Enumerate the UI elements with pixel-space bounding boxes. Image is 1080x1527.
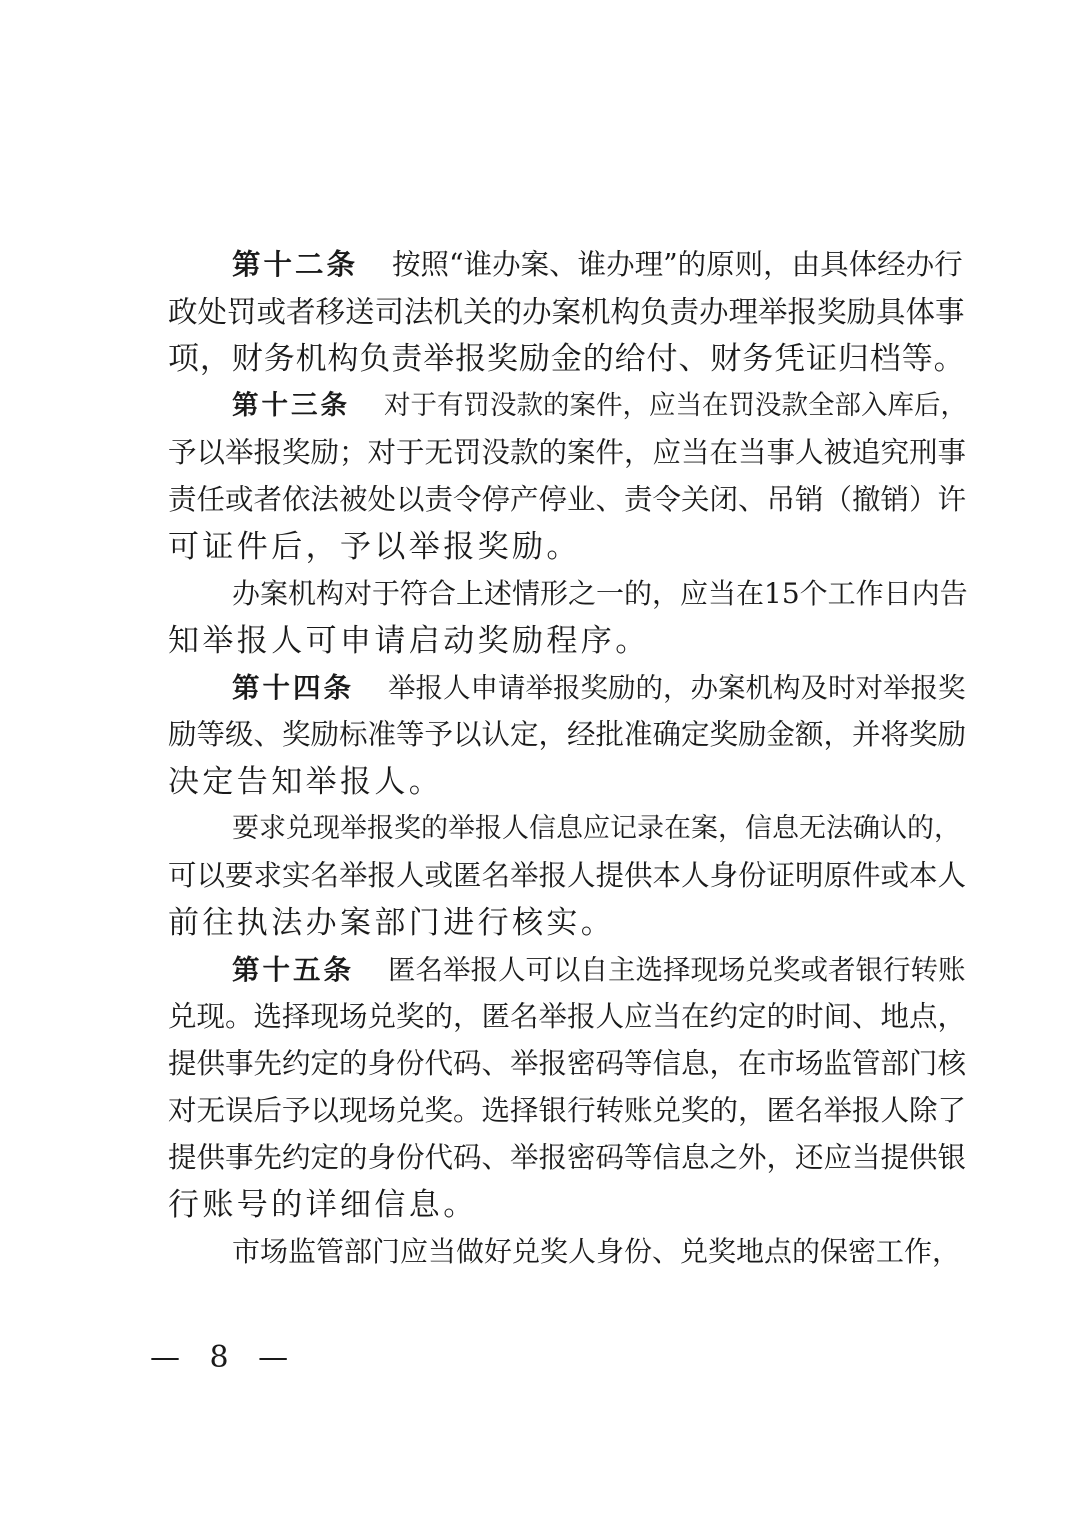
text-line <box>168 478 968 522</box>
text-line <box>168 384 968 428</box>
line-text: 办案机构对于符合上述情形之一的，应当在15个工作日内告 <box>232 577 968 610</box>
article-heading: 第十五条 <box>232 954 354 986</box>
line-text: 前往执法办案部门进行核实。 <box>168 905 616 941</box>
line-text: 提供事先约定的身份代码、举报密码等信息，在市场监管部门核 <box>168 1047 967 1080</box>
text-line <box>168 713 968 757</box>
text-line <box>168 901 968 945</box>
line-text: 可证件后，予以举报奖励。 <box>168 529 581 565</box>
text-line <box>168 619 968 663</box>
line-text: 对无误后予以现场兑奖。选择银行转账兑奖的，匿名举报人除了 <box>168 1094 967 1127</box>
article-heading: 第十三条 <box>232 390 350 421</box>
text-line <box>168 572 968 616</box>
line-text: 责任或者依法被处以责令停产停业、责令关闭、吊销（撤销）许 <box>168 483 967 516</box>
article-heading: 第十二条 <box>232 248 359 281</box>
text-line <box>168 1089 968 1133</box>
line-text: 项，财务机构负责举报奖励金的给付、财务凭证归档等。 <box>168 341 966 377</box>
text-line <box>168 290 968 334</box>
line-text: 励等级、奖励标准等予以认定，经批准确定奖励金额，并将奖励 <box>168 718 967 751</box>
text-line <box>168 525 968 569</box>
line-text: 行账号的详细信息。 <box>168 1187 478 1223</box>
text-line <box>168 995 968 1039</box>
line-text: 按照“谁办案、谁办理”的原则，由具体经办行 <box>392 248 963 281</box>
article-heading: 第十四条 <box>232 672 354 704</box>
line-text: 决定告知举报人。 <box>168 764 444 800</box>
text-line <box>168 243 968 287</box>
text-line <box>168 948 968 992</box>
line-text: 知举报人可申请启动奖励程序。 <box>168 623 650 659</box>
line-text: 举报人申请举报奖励的，办案机构及时对举报奖 <box>388 672 966 704</box>
line-text: 提供事先约定的身份代码、举报密码等信息之外，还应当提供银 <box>168 1141 967 1174</box>
text-line <box>168 1136 968 1180</box>
line-text: 要求兑现举报奖的举报人信息应记录在案，信息无法确认的， <box>232 813 961 844</box>
text-line <box>168 666 968 710</box>
text-line <box>168 337 968 381</box>
page-number: — 8 — <box>150 1340 299 1375</box>
line-text: 兑现。选择现场兑奖的，匿名举报人应当在约定的时间、地点， <box>168 1000 967 1033</box>
text-line <box>168 1042 968 1086</box>
text-line <box>168 854 968 898</box>
line-text: 市场监管部门应当做好兑奖人身份、兑奖地点的保密工作， <box>232 1235 961 1268</box>
text-line <box>168 1230 968 1274</box>
text-line <box>168 760 968 804</box>
text-line <box>168 1183 968 1227</box>
line-text: 可以要求实名举报人或匿名举报人提供本人身份证明原件或本人 <box>168 859 967 892</box>
line-text: 对于有罚没款的案件，应当在罚没款全部入库后， <box>384 390 967 421</box>
document-body <box>168 243 968 1274</box>
line-text: 政处罚或者移送司法机关的办案机构负责办理举报奖励具体事 <box>168 295 965 329</box>
text-line <box>168 431 968 475</box>
text-line <box>168 807 968 851</box>
line-text: 匿名举报人可以自主选择现场兑奖或者银行转账 <box>388 954 966 986</box>
line-text: 予以举报奖励；对于无罚没款的案件，应当在当事人被追究刑事 <box>168 436 967 469</box>
